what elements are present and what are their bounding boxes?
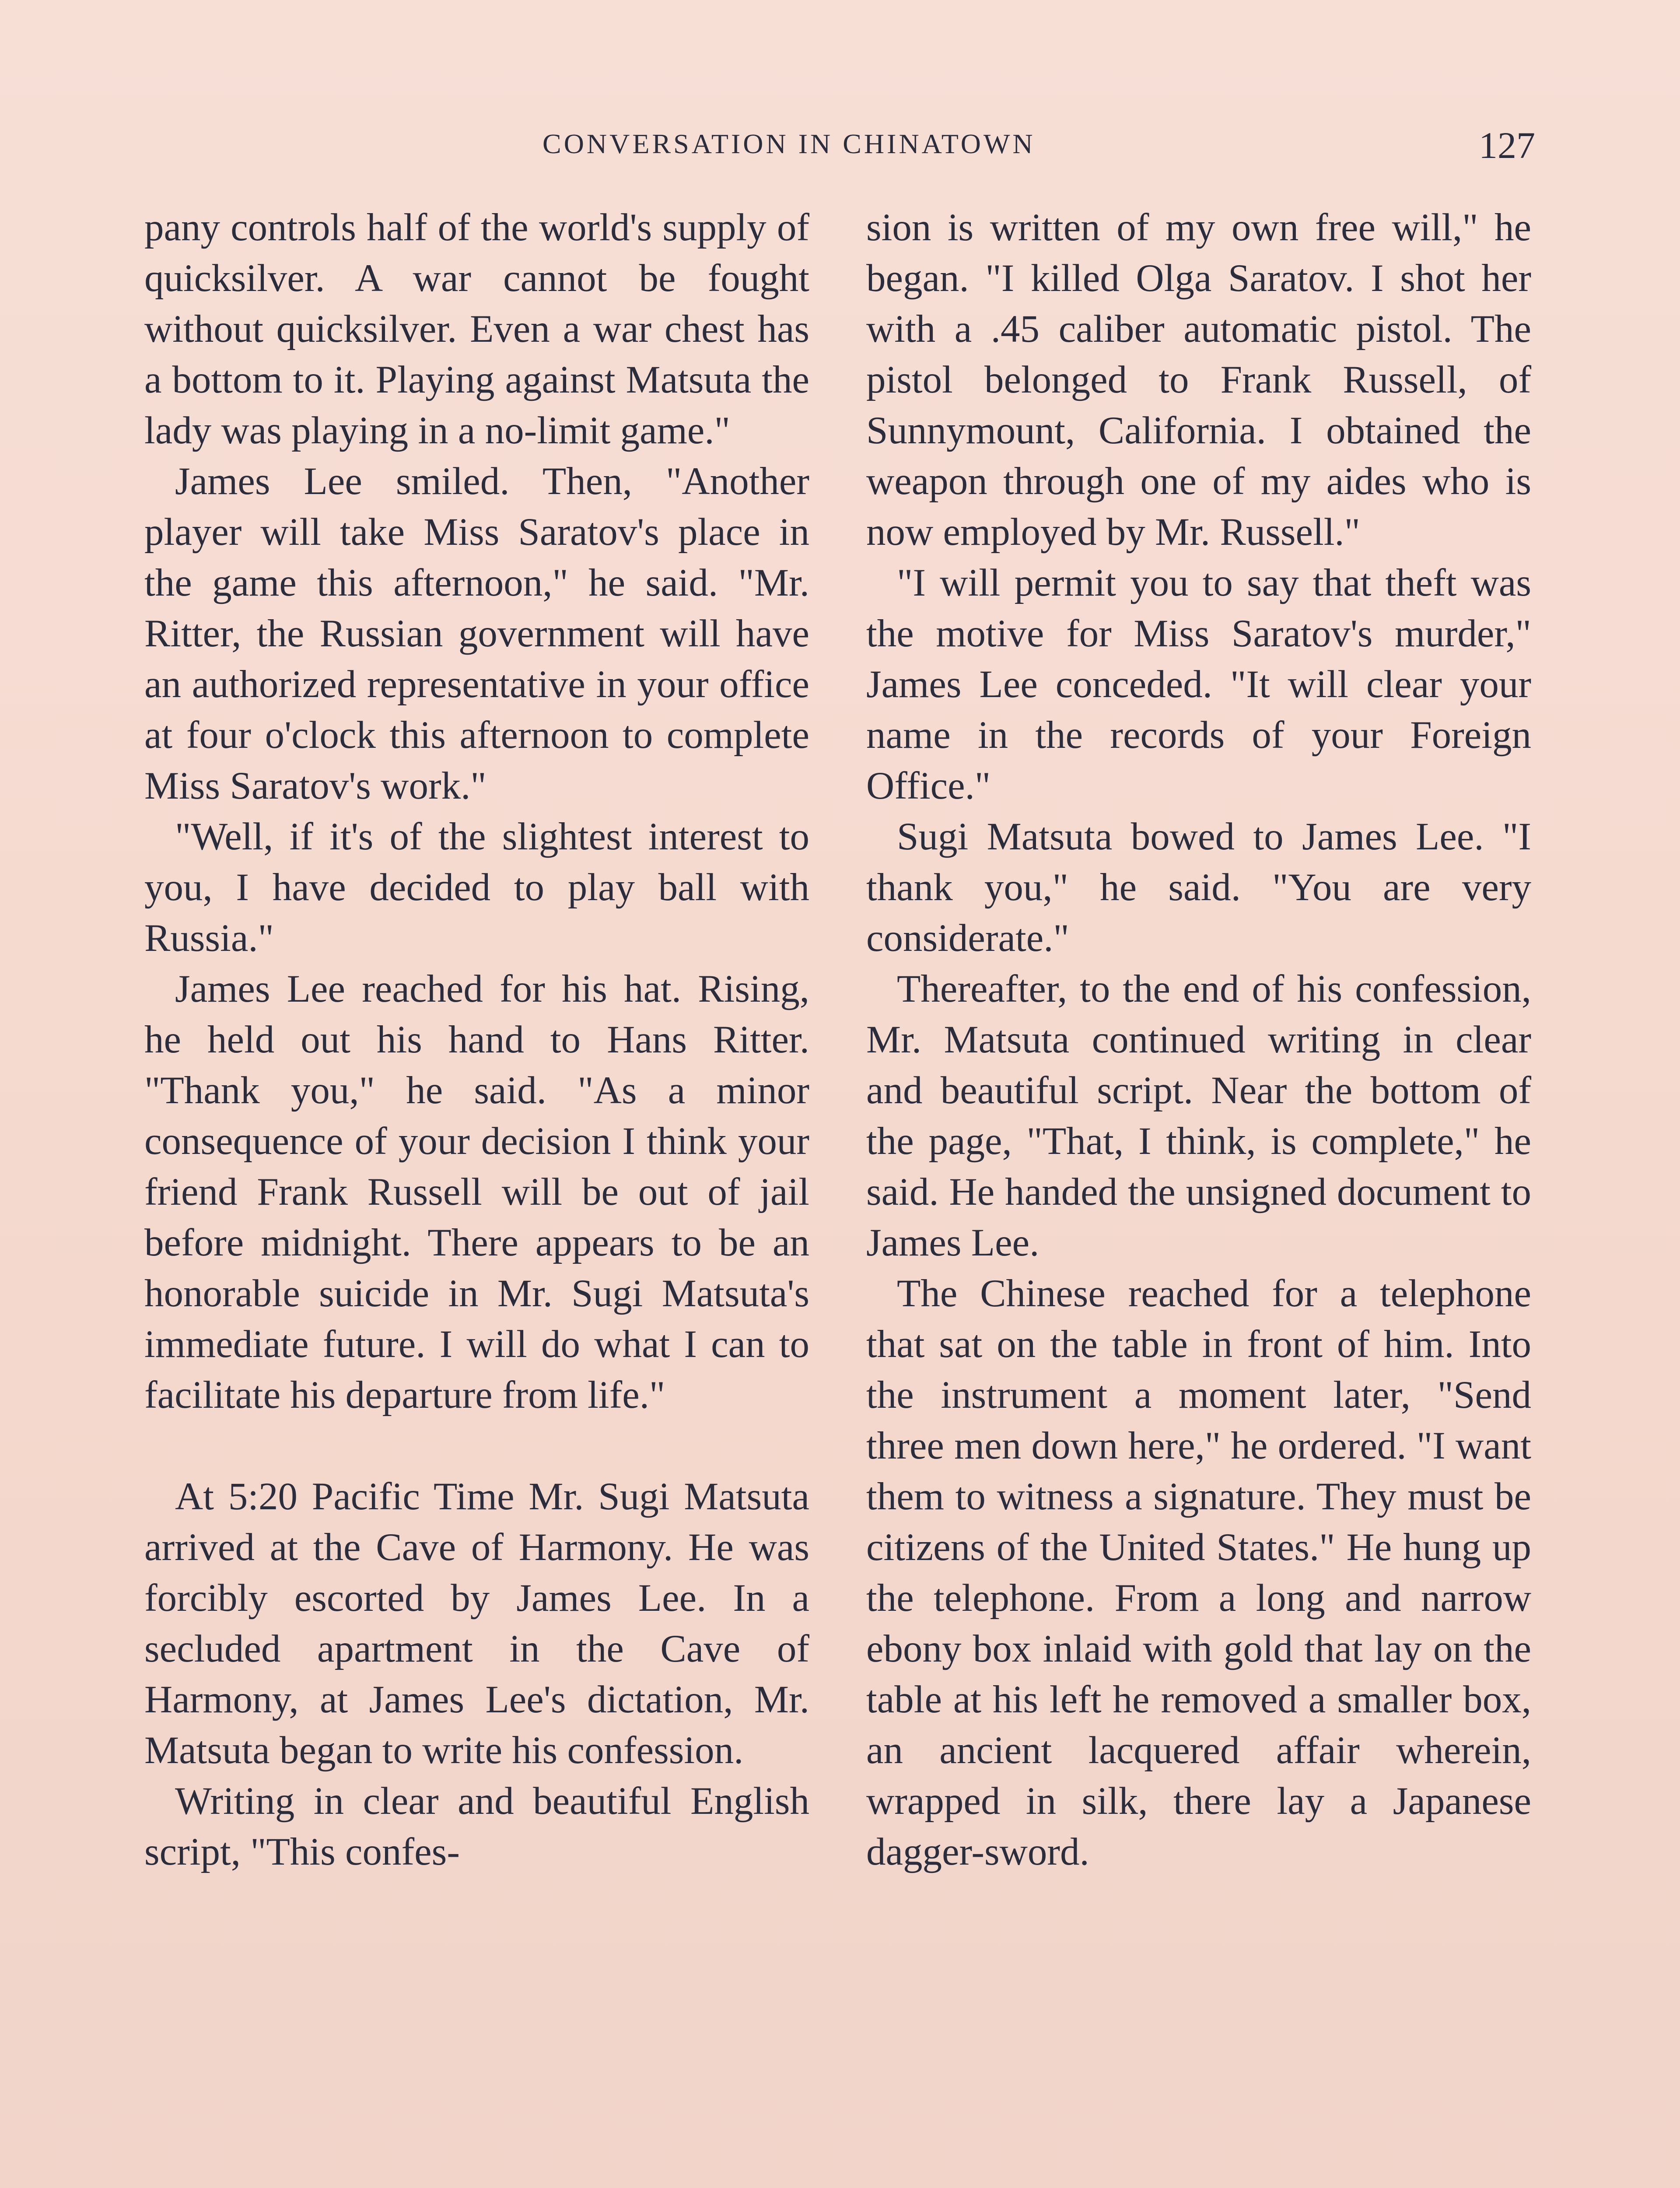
left-column bbox=[144, 202, 809, 1877]
paragraph: James Lee reached for his hat. Rising, he held out his hand to Hans Ritter. "Thank you," he said. "As a minor consequence of your decision I think your friend Frank Russell will be out of jail before midnight. There appears to be an honorable suicide in Mr. Sugi Matsuta's immediate future. I will do what I can to facilitate his departure from life." bbox=[144, 968, 809, 1417]
paragraph: "Well, if it's of the slightest interest to you, I have decided to play ball with Russia." bbox=[144, 815, 809, 960]
page-number: 127 bbox=[1479, 124, 1535, 166]
paragraph: At 5:20 Pacific Time Mr. Sugi Matsuta arrived at the Cave of Harmony. He was forcibly escorted by James Lee. In a secluded apartment in the Cave of Harmony, at James Lee's dictation, Mr. Matsuta began to write his confession. bbox=[144, 1475, 809, 1772]
paragraph: pany controls half of the world's supply of quicksilver. A war cannot be fought without quicksilver. Even a war chest has a bottom to it. Playing against Matsuta the lady was playing in a no-limit game." bbox=[144, 206, 809, 452]
right-column bbox=[866, 202, 1531, 1877]
paragraph: Sugi Matsuta bowed to James Lee. "I thank you," he said. "You are very considerate." bbox=[866, 815, 1531, 960]
paragraph: "I will permit you to say that theft was the motive for Miss Saratov's murder," James Lee conceded. "It will clear your name in the records of your Foreign Office." bbox=[866, 561, 1531, 807]
paragraph: James Lee smiled. Then, "Another player will take Miss Saratov's place in the game this afternoon," he said. "Mr. Ritter, the Russian government will have an authorized representative in your office at four o'clock this afternoon to complete Miss Saratov's work." bbox=[144, 460, 809, 807]
paragraph: The Chinese reached for a telephone that sat on the table in front of him. Into the instrument a moment later, "Send three men down here," he ordered. "I want them to witness a signature. They must be citizens of the United States." He hung up the telephone. From a long and narrow ebony box inlaid with gold that lay on the table at his left he removed a smaller box, an ancient lacquered affair wherein, wrapped in silk, there lay a Japanese dagger-sword. bbox=[866, 1272, 1531, 1873]
paragraph: sion is written of my own free will," he began. "I killed Olga Saratov. I shot her with a .45 caliber automatic pistol. The pistol belonged to Frank Russell, of Sunnymount, California. I obtained the weapon through one of my aides who is now employed by Mr. Russell." bbox=[866, 206, 1531, 554]
running-header: CONVERSATION IN CHINATOWN bbox=[542, 128, 1036, 159]
paragraph: Thereafter, to the end of his confession, Mr. Matsuta continued writing in clear and beautiful script. Near the bottom of the page, "That, I think, is complete," he said. He handed the unsigned document to James Lee. bbox=[866, 968, 1531, 1264]
paragraph: Writing in clear and beautiful English script, "This confes- bbox=[144, 1780, 809, 1873]
